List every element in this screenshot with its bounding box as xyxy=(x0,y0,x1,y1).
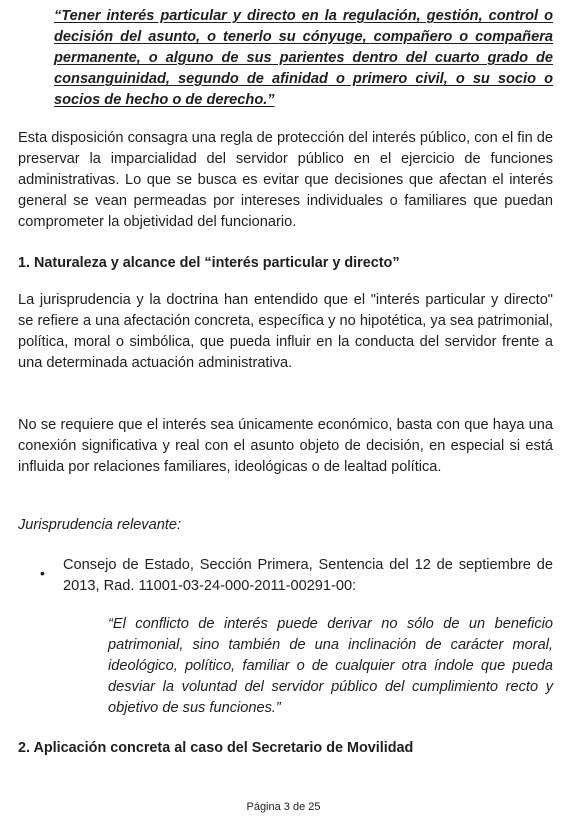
bullet-icon: • xyxy=(40,565,45,581)
jurisprudence-quote: “El conflicto de interés puede derivar no sólo de un beneficio patrimonial, sino también de una inclinación de carácter moral, ideológico, político, familiar o de cualquier otra índole que pueda desviar la voluntad del servidor público del cumplimiento recto y objetivo de sus funciones.” xyxy=(108,616,553,716)
paragraph-scope: No se requiere que el interés sea únicamente económico, basta con que haya una conexión significativa y real con el asunto objeto de decisión, en especial si está influida por relaciones familiares, ideológicas o de lealtad política. xyxy=(18,417,553,475)
paragraph-definition: La jurisprudencia y la doctrina han entendido que el "interés particular y directo" se refiere a una afectación concreta, específica y no hipotética, ya sea patrimonial, política, moral o simbólica, que pueda influir en la conducta del servidor frente a una determinada actuación administrativa. xyxy=(18,292,553,371)
legal-quote: “Tener interés particular y directo en la regulación, gestión, control o decisión del asunto, o tenerlo su cónyuge, compañero o compañera permanente, o alguno de sus parientes dentro del cuarto grado de consanguinidad, segundo de afinidad o primero civil, o su socio o socios de hecho o de derecho.” xyxy=(54,8,553,108)
section-heading-2: 2. Aplicación concreta al caso del Secretario de Movilidad xyxy=(18,740,414,756)
jurisprudence-label: Jurisprudencia relevante: xyxy=(18,517,182,533)
page-number-footer: Página 3 de 25 xyxy=(246,801,321,813)
paragraph-intro: Esta disposición consagra una regla de protección del interés público, con el fin de preservar la imparcialidad del servidor público en el ejercicio de funciones administrativas. Lo que se busca es evitar que decisiones que afectan el interés general se vean permeadas por intereses individuales o familiares que puedan comprometer la objetividad del funcionario. xyxy=(18,130,553,230)
section-heading-1: 1. Naturaleza y alcance del “interés particular y directo” xyxy=(18,255,400,271)
bullet-item-citation: Consejo de Estado, Sección Primera, Sentencia del 12 de septiembre de 2013, Rad. 11001-03-24-000-2011-00291-00: xyxy=(63,557,553,594)
